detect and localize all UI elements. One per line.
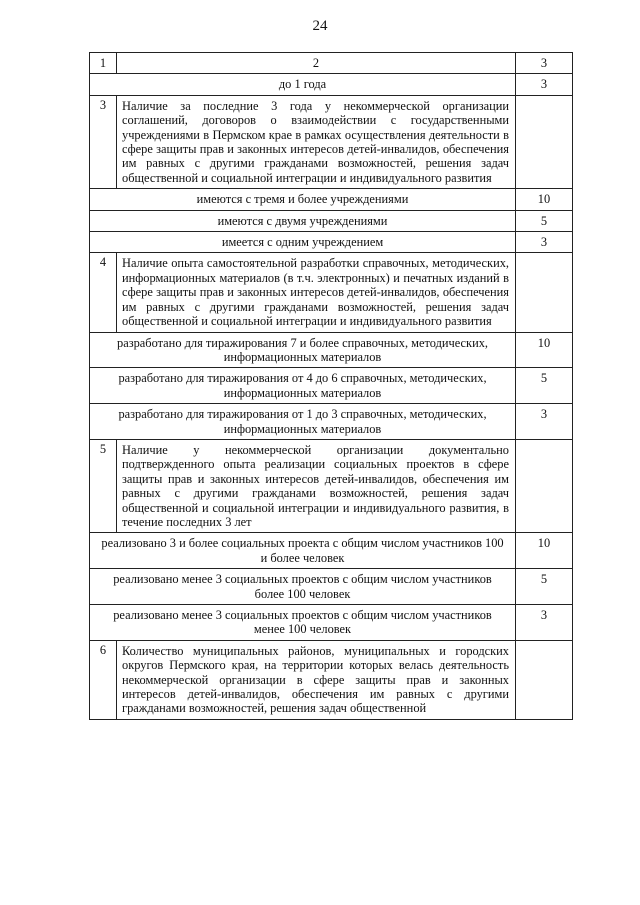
criterion-text: имеется с одним учреждением [90, 232, 516, 253]
criterion-text: реализовано менее 3 социальных проектов с общим числом участников более 100 человек [90, 569, 516, 605]
header-col-1: 1 [90, 53, 117, 74]
indicator-number: 5 [90, 439, 117, 532]
criterion-text: разработано для тиражирования от 4 до 6 справочных, методических, информационных материалов [90, 368, 516, 404]
criterion-text: разработано для тиражирования от 1 до 3 справочных, методических, информационных материалов [90, 404, 516, 440]
table-header-row [90, 53, 573, 74]
criterion-row [90, 605, 573, 641]
criteria-table [89, 52, 573, 720]
criterion-row [90, 404, 573, 440]
page-number: 24 [312, 18, 328, 34]
indicator-score-empty [516, 95, 573, 188]
indicator-number: 3 [90, 95, 117, 188]
indicator-number: 4 [90, 253, 117, 332]
header-col-2: 2 [117, 53, 516, 74]
indicator-score-empty [516, 640, 573, 719]
indicator-text: Количество муниципальных районов, муниципальных и городских округов Пермского края, на территории которых велась деятельность некоммерческой организации в сфере защиты прав и законных интересов детей-инвалидов, обеспечения им равных с другими гражданами возможностей, решения задач общественной [117, 640, 516, 719]
header-col-3: 3 [516, 53, 573, 74]
criterion-text: имеются с двумя учреждениями [90, 210, 516, 231]
criterion-row [90, 232, 573, 253]
criterion-row [90, 189, 573, 210]
criterion-score: 3 [516, 404, 573, 440]
criterion-row [90, 569, 573, 605]
criterion-row [90, 533, 573, 569]
criterion-score: 5 [516, 368, 573, 404]
indicator-text: Наличие опыта самостоятельной разработки справочных, методических, информационных материалов (в т.ч. электронных) и печатных изданий в сфере защиты прав и законных интересов детей-инвалидов, обеспечения им равных с другими гражданами возможностей, решения задач общественной и социальной интеграции и индивидуального развития [117, 253, 516, 332]
criterion-score: 10 [516, 533, 573, 569]
indicator-text: Наличие у некоммерческой организации документально подтвержденного опыта реализации социальных проектов в сфере защиты прав и законных интересов детей-инвалидов, обеспечения им равных с другими гражданами возможностей, решения задач общественной и социальной интеграции и индивидуального развития, в течение последних 3 лет [117, 439, 516, 532]
criterion-score: 10 [516, 332, 573, 368]
criterion-text: имеются с тремя и более учреждениями [90, 189, 516, 210]
indicator-row [90, 439, 573, 532]
criterion-score: 3 [516, 74, 573, 95]
criterion-row [90, 368, 573, 404]
criterion-score: 5 [516, 210, 573, 231]
indicator-row [90, 253, 573, 332]
criterion-score: 3 [516, 605, 573, 641]
criterion-text: разработано для тиражирования 7 и более справочных, методических, информационных материалов [90, 332, 516, 368]
criterion-text: до 1 года [90, 74, 516, 95]
criterion-score: 3 [516, 232, 573, 253]
indicator-row [90, 95, 573, 188]
indicator-score-empty [516, 439, 573, 532]
criterion-row [90, 332, 573, 368]
criterion-row [90, 74, 573, 95]
criterion-score: 10 [516, 189, 573, 210]
indicator-score-empty [516, 253, 573, 332]
criterion-text: реализовано 3 и более социальных проекта с общим числом участников 100 и более человек [90, 533, 516, 569]
criterion-row [90, 210, 573, 231]
criterion-score: 5 [516, 569, 573, 605]
indicator-number: 6 [90, 640, 117, 719]
indicator-text: Наличие за последние 3 года у некоммерческой организации соглашений, договоров о взаимодействии с государственными учреждениями в Пермском крае в рамках осуществления деятельности в сфере защиты прав и законных интересов детей-инвалидов, обеспечения им равных с другими гражданами возможностей, решения задач общественной и социальной интеграции и индивидуального развития [117, 95, 516, 188]
criterion-text: реализовано менее 3 социальных проектов с общим числом участников менее 100 человек [90, 605, 516, 641]
indicator-row [90, 640, 573, 719]
